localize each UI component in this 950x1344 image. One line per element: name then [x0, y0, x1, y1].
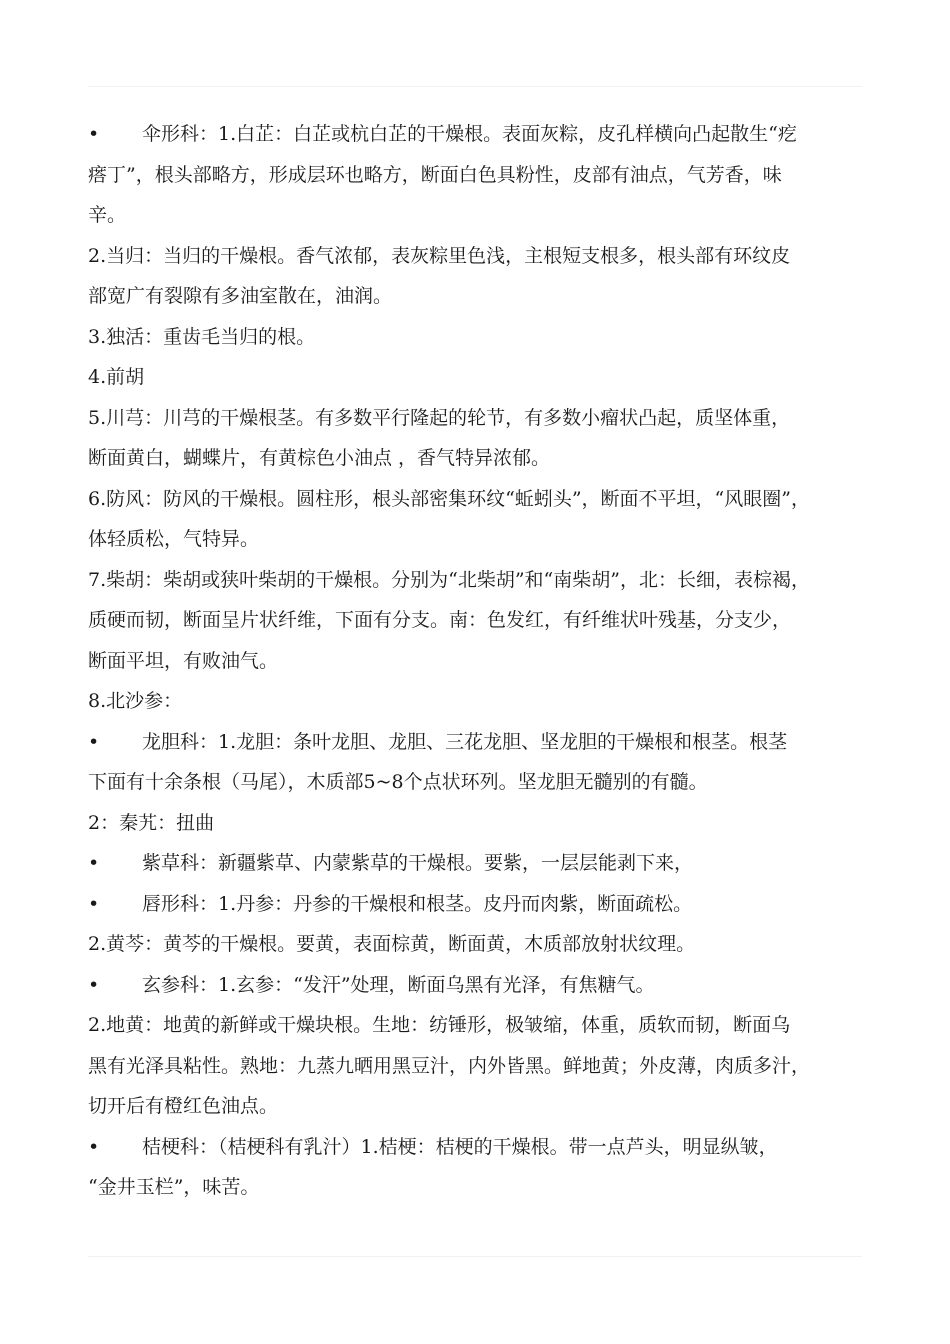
line-text: 桔梗科：（桔梗科有乳汁）1.桔梗：桔梗的干燥根。带一点芦头，明显纵皱， [142, 1135, 778, 1158]
text-line [88, 641, 878, 682]
line-text: 5.川芎：川芎的干燥根茎。有多数平行隆起的轮节，有多数小瘤状凸起，质坚体重， [88, 406, 791, 429]
text-line [88, 965, 878, 1006]
line-text: 2.地黄：地黄的新鲜或干燥块根。生地：纺锤形，极皱缩，体重，质软而韧，断面乌 [88, 1014, 791, 1036]
line-text: 下面有十余条根（马尾），木质部5~8个点状环列。坚龙胆无髓别的有髓。 [88, 771, 708, 793]
line-text: 唇形科：1.丹参：丹参的干燥根和根茎。皮丹而肉紫，断面疏松。 [142, 892, 693, 915]
text-line [88, 762, 878, 803]
bullet-icon: • [88, 852, 100, 874]
bullet-icon: • [88, 123, 100, 145]
line-text: 紫草科：新疆紫草、内蒙紫草的干燥根。要紫，一层层能剥下来， [142, 852, 694, 874]
line-text: 玄参科：1.玄参：“发汗”处理，断面乌黑有光泽，有焦糖气。 [142, 973, 655, 996]
bullet-icon: • [88, 1135, 100, 1158]
line-text: 瘩丁”，根头部略方，形成层环也略方，断面白色具粉性，皮部有油点，气芳香，味 [88, 163, 782, 186]
line-text: 体轻质松，气特异。 [88, 528, 260, 550]
text-line [88, 438, 878, 479]
line-text: 伞形科：1.白芷：白芷或杭白芷的干燥根。表面灰粽，皮孔样横向凸起散生“疙 [142, 123, 797, 145]
text-line [88, 519, 878, 560]
line-text: 断面黄白，蝴蝶片，有黄棕色小油点 ，香气特异浓郁。 [88, 447, 551, 469]
text-line [88, 357, 878, 398]
line-text: 黑有光泽具粘性。熟地：九蒸九晒用黑豆汁，内外皆黑。鲜地黄；外皮薄，肉质多汁， [88, 1054, 811, 1077]
top-divider [88, 86, 862, 87]
text-line [88, 317, 878, 358]
line-text: 3.独活：重齿毛当归的根。 [88, 325, 316, 348]
line-text: 6.防风：防风的干燥根。圆柱形，根头部密集环纹“蚯蚓头”，断面不平坦，“风眼圈”， [88, 487, 810, 510]
bullet-icon: • [88, 892, 100, 915]
line-text: 辛。 [88, 204, 127, 226]
line-text: 部宽广有裂隙有多油室散在，油润。 [88, 285, 393, 307]
line-text: “金井玉栏”，味苦。 [88, 1176, 260, 1198]
text-line [88, 884, 878, 925]
text-line [88, 803, 878, 844]
text-line [88, 924, 878, 965]
text-line [88, 1167, 878, 1208]
bottom-divider [88, 1256, 862, 1257]
text-line [88, 681, 878, 722]
text-line [88, 1046, 878, 1087]
line-text: 龙胆科：1.龙胆：条叶龙胆、龙胆、三花龙胆、坚龙胆的干燥根和根茎。根茎 [142, 730, 788, 753]
text-line [88, 843, 878, 884]
text-line [88, 479, 878, 520]
line-text: 7.柴胡：柴胡或狭叶柴胡的干燥根。分别为“北柴胡”和“南柴胡”，北：长细，表棕褐， [88, 568, 810, 591]
bullet-icon: • [88, 730, 100, 753]
text-line [88, 1127, 878, 1168]
text-line [88, 195, 878, 236]
text-line [88, 600, 878, 641]
text-line [88, 114, 878, 155]
line-text: 2.黄芩：黄芩的干燥根。要黄，表面棕黄，断面黄，木质部放射状纹理。 [88, 933, 696, 955]
line-text: 2.当归：当归的干燥根。香气浓郁，表灰粽里色浅，主根短支根多，根头部有环纹皮 [88, 244, 791, 267]
text-line [88, 1086, 878, 1127]
text-line [88, 276, 878, 317]
text-line [88, 398, 878, 439]
text-line [88, 722, 878, 763]
bullet-icon: • [88, 973, 100, 996]
line-text: 切开后有橙红色油点。 [88, 1095, 279, 1117]
document-body [88, 114, 878, 1208]
line-text: 8.北沙参： [88, 690, 183, 712]
line-text: 2：秦艽：扭曲 [88, 811, 215, 834]
line-text: 断面平坦，有败油气。 [88, 649, 279, 672]
line-text: 4.前胡 [88, 366, 145, 388]
text-line [88, 560, 878, 601]
line-text: 质硬而韧，断面呈片状纤维，下面有分支。南：色发红，有纤维状叶残基，分支少， [88, 609, 792, 631]
text-line [88, 236, 878, 277]
text-line [88, 1005, 878, 1046]
text-line [88, 155, 878, 196]
